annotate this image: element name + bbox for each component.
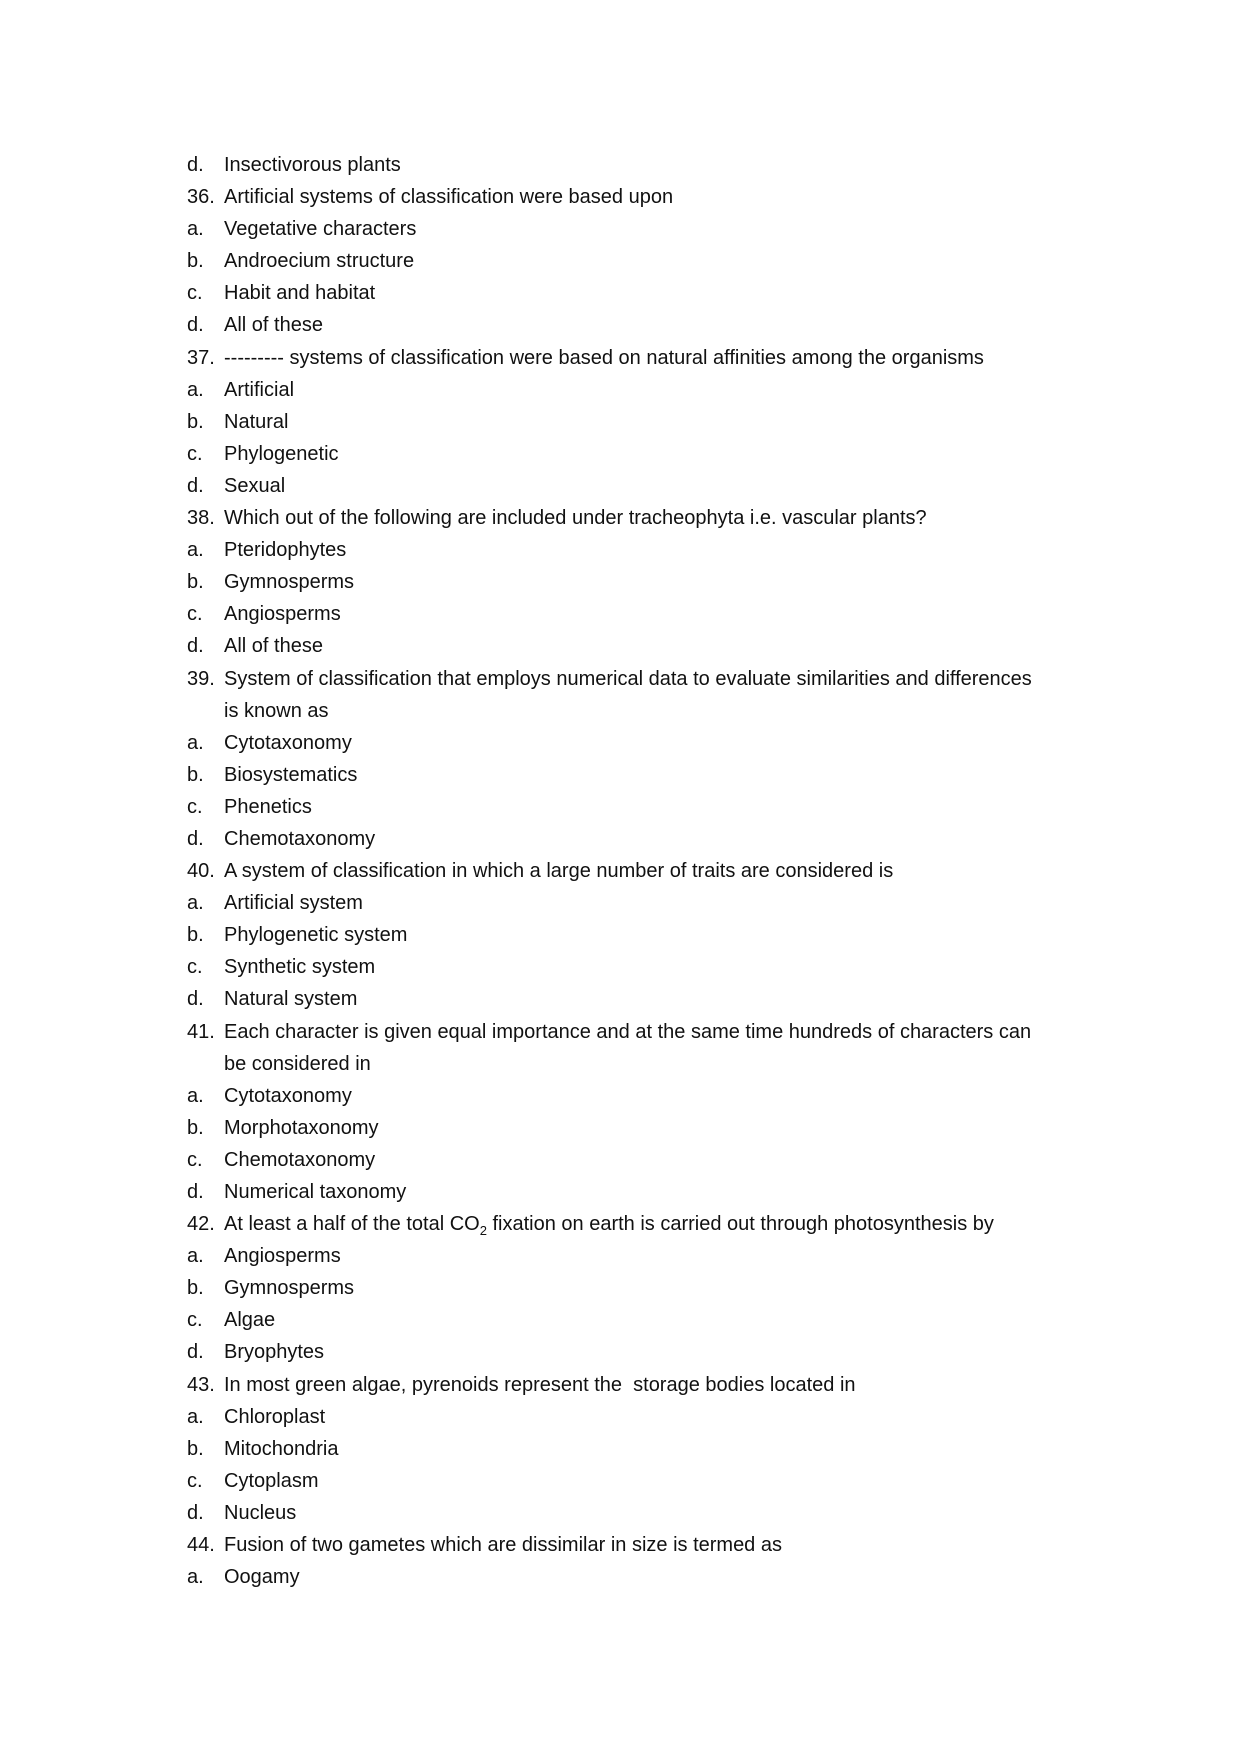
option-text: Habit and habitat: [224, 282, 376, 305]
option-39-a: [187, 727, 1087, 759]
option-text: Biosystematics: [224, 763, 358, 786]
question-list: [187, 149, 1087, 1593]
option-label: b.: [187, 1116, 204, 1139]
option-43-a: [187, 1401, 1087, 1433]
option-text: Phenetics: [224, 795, 312, 818]
option-text: Cytotaxonomy: [224, 1084, 352, 1107]
option-label: b.: [187, 410, 204, 433]
carry-over-option: [187, 149, 1087, 181]
option-label: d.: [187, 1181, 204, 1203]
option-text: Chemotaxonomy: [224, 1148, 376, 1171]
option-39-c: [187, 791, 1087, 823]
option-42-c: [187, 1304, 1087, 1336]
option-label: d.: [187, 154, 204, 176]
option-text: Cytotaxonomy: [224, 731, 352, 754]
option-text: Natural: [224, 410, 289, 433]
question-38: [187, 502, 1087, 534]
option-36-c: [187, 277, 1087, 309]
option-label: a.: [187, 1245, 204, 1268]
option-40-a: [187, 887, 1087, 919]
option-text: Insectivorous plants: [224, 154, 401, 176]
option-text: Numerical taxonomy: [224, 1181, 407, 1203]
option-label: a.: [187, 1405, 204, 1428]
option-label: a.: [187, 731, 204, 754]
option-label: a.: [187, 892, 204, 915]
question-number: 44.: [187, 1534, 215, 1557]
option-text: Phylogenetic system: [224, 924, 408, 947]
question-text: [224, 1208, 1087, 1240]
option-41-c: [187, 1144, 1087, 1176]
question-text-before-subscript: At least a half of the total CO: [224, 1213, 480, 1236]
question-text: System of classification that employs numerical data to evaluate similarities and differences: [224, 667, 1032, 690]
question-41: [187, 1016, 1087, 1048]
option-label: b.: [187, 924, 204, 947]
question-44: [187, 1529, 1087, 1561]
option-38-c: [187, 598, 1087, 630]
option-44-a: [187, 1561, 1087, 1593]
question-number: 37.: [187, 346, 215, 369]
option-43-b: [187, 1433, 1087, 1465]
option-36-a: [187, 213, 1087, 245]
option-label: a.: [187, 1084, 204, 1107]
option-43-d: [187, 1497, 1087, 1529]
option-42-a: [187, 1240, 1087, 1272]
option-40-b: [187, 919, 1087, 951]
option-text: Cytoplasm: [224, 1469, 319, 1492]
option-text: Algae: [224, 1309, 276, 1332]
question-39-continuation: [187, 695, 1087, 727]
option-36-b: [187, 245, 1087, 277]
option-40-d: [187, 983, 1087, 1015]
option-36-d: [187, 309, 1087, 341]
question-text: Fusion of two gametes which are dissimilar in size is termed as: [224, 1534, 782, 1557]
option-text: Androecium structure: [224, 250, 415, 273]
option-label: c.: [187, 442, 203, 465]
question-text-continued: is known as: [224, 699, 329, 722]
option-text: Chemotaxonomy: [224, 827, 376, 850]
option-label: a.: [187, 1566, 204, 1589]
option-label: c.: [187, 1309, 203, 1332]
option-label: b.: [187, 1277, 204, 1300]
question-text-continued: be considered in: [224, 1052, 371, 1075]
option-label: b.: [187, 571, 204, 594]
question-37: [187, 342, 1087, 374]
question-text: Each character is given equal importance and at the same time hundreds of characters can: [224, 1020, 1032, 1043]
option-text: Gymnosperms: [224, 1277, 355, 1300]
option-38-a: [187, 534, 1087, 566]
question-text: Artificial systems of classification were based upon: [224, 186, 674, 209]
option-label: c.: [187, 795, 203, 818]
question-number: 41.: [187, 1020, 215, 1043]
option-38-d: [187, 630, 1087, 662]
option-39-b: [187, 759, 1087, 791]
question-40: [187, 855, 1087, 887]
question-36: [187, 181, 1087, 213]
option-label: a.: [187, 218, 204, 241]
option-label: c.: [187, 1469, 203, 1492]
option-label: a.: [187, 378, 204, 401]
option-text: Angiosperms: [224, 603, 341, 626]
option-37-d: [187, 470, 1087, 502]
option-label: b.: [187, 763, 204, 786]
option-text: Nucleus: [224, 1501, 297, 1524]
option-text: Artificial: [224, 378, 295, 401]
option-label: d.: [187, 1341, 204, 1364]
option-label: c.: [187, 603, 203, 626]
option-text: Pteridophytes: [224, 539, 347, 562]
option-text: Vegetative characters: [224, 218, 417, 241]
option-text: Angiosperms: [224, 1245, 341, 1268]
option-label: d.: [187, 474, 204, 497]
option-41-d: [187, 1176, 1087, 1208]
question-number: 40.: [187, 860, 215, 883]
question-number: 36.: [187, 186, 215, 209]
option-38-b: [187, 566, 1087, 598]
question-number: 39.: [187, 667, 215, 690]
option-text: Gymnosperms: [224, 571, 355, 594]
option-label: d.: [187, 314, 204, 337]
option-label: d.: [187, 1501, 204, 1524]
option-41-a: [187, 1080, 1087, 1112]
option-text: All of these: [224, 635, 323, 658]
option-label: c.: [187, 1148, 203, 1171]
option-label: b.: [187, 250, 204, 273]
option-label: c.: [187, 282, 203, 305]
question-41-continuation: [187, 1048, 1087, 1080]
option-text: Artificial system: [224, 892, 363, 915]
option-text: Oogamy: [224, 1566, 300, 1589]
question-39: [187, 663, 1087, 695]
option-label: a.: [187, 539, 204, 562]
question-number: 42.: [187, 1213, 215, 1236]
option-text: Bryophytes: [224, 1341, 325, 1364]
option-42-b: [187, 1272, 1087, 1304]
option-text: Mitochondria: [224, 1437, 339, 1460]
option-text: Sexual: [224, 474, 286, 497]
option-label: b.: [187, 1437, 204, 1460]
option-39-d: [187, 823, 1087, 855]
option-label: d.: [187, 988, 204, 1011]
question-text-after-subscript: fixation on earth is carried out through photosynthesis by: [486, 1213, 994, 1236]
question-text: Which out of the following are included under tracheophyta i.e. vascular plants?: [224, 507, 927, 530]
option-text: Chloroplast: [224, 1405, 326, 1428]
option-text: Phylogenetic: [224, 442, 339, 465]
question-number: 38.: [187, 507, 215, 530]
option-37-c: [187, 438, 1087, 470]
option-40-c: [187, 951, 1087, 983]
question-number: 43.: [187, 1373, 215, 1396]
subscript: 2: [479, 1223, 487, 1239]
option-text: All of these: [224, 314, 323, 337]
option-text: Natural system: [224, 988, 358, 1011]
option-37-b: [187, 406, 1087, 438]
option-label: d.: [187, 827, 204, 850]
option-42-d: [187, 1336, 1087, 1368]
option-text: Morphotaxonomy: [224, 1116, 379, 1139]
option-43-c: [187, 1465, 1087, 1497]
question-42: [187, 1208, 1087, 1240]
option-41-b: [187, 1112, 1087, 1144]
option-37-a: [187, 374, 1087, 406]
question-text: A system of classification in which a large number of traits are considered is: [224, 860, 894, 883]
option-label: d.: [187, 635, 204, 658]
question-text: In most green algae, pyrenoids represent the storage bodies located in: [224, 1373, 856, 1396]
option-label: c.: [187, 956, 203, 979]
question-text: --------- systems of classification were based on natural affinities among the organisms: [224, 346, 984, 369]
option-text: Synthetic system: [224, 956, 376, 979]
question-43: [187, 1369, 1087, 1401]
